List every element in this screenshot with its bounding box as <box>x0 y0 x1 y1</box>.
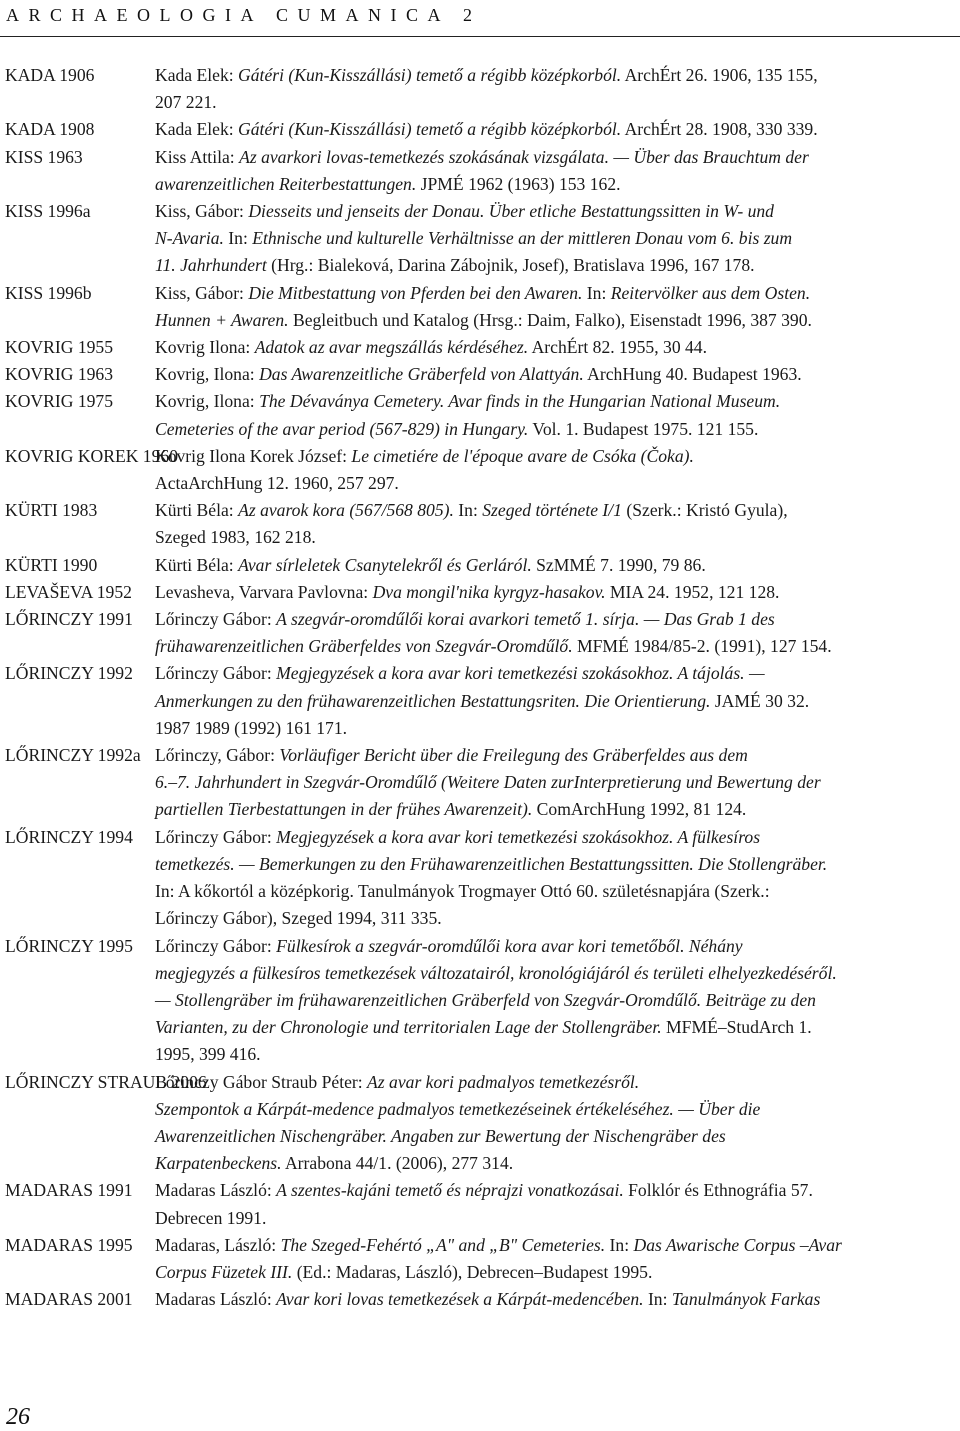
reference-text-line: Kovrig Ilona: Adatok az avar megszállás kérdéséhez. ArchÉrt 82. 1955, 30 44. <box>155 337 708 358</box>
reference-text-line: Kürti Béla: Az avarok kora (567/568 805). In: Szeged története I/1 (Szerk.: Kristó Gyula), <box>155 500 788 521</box>
reference-key: MADARAS 2001 <box>5 1289 133 1310</box>
reference-text-line: Madaras László: Avar kori lovas temetkezések a Kárpát-medencében. In: Tanulmányok Farkas <box>155 1289 821 1310</box>
reference-entry <box>0 1069 960 1178</box>
reference-text-line: 207 221. <box>155 92 217 113</box>
reference-text-line: Madaras, László: The Szeged-Fehértó „A" and „B" Cemeteries. In: Das Awarische Corpus –Avar <box>155 1234 842 1255</box>
reference-text-line: Lőrinczy, Gábor: Vorläufiger Bericht über die Freilegung des Gräberfeldes aus dem <box>155 745 748 766</box>
reference-entry <box>0 361 960 388</box>
reference-entry <box>0 824 960 933</box>
reference-entry <box>0 1286 960 1313</box>
reference-entry <box>0 552 960 579</box>
reference-entry <box>0 144 960 198</box>
reference-entry <box>0 280 960 334</box>
reference-key: KÜRTI 1983 <box>5 500 98 521</box>
reference-key: KOVRIG 1975 <box>5 391 114 412</box>
reference-text-line: Cemeteries of the avar period (567-829) in Hungary. Vol. 1. Budapest 1975. 121 155. <box>155 418 759 439</box>
reference-key: KADA 1908 <box>5 119 95 140</box>
reference-key: LŐRINCZY STRAUB 2006 <box>5 1071 207 1092</box>
reference-text-line: Debrecen 1991. <box>155 1207 267 1228</box>
reference-key: KISS 1996a <box>5 201 91 222</box>
reference-text-line: Kovrig, Ilona: Das Awarenzeitliche Gräberfeld von Alattyán. ArchHung 40. Budapest 1963. <box>155 364 802 385</box>
reference-entry <box>0 579 960 606</box>
reference-key: KOVRIG KOREK 1960 <box>5 445 178 466</box>
reference-text-line: Lőrinczy Gábor: Megjegyzések a kora avar kori temetkezési szokásokhoz. A fülkesíros <box>155 826 761 847</box>
reference-text-line: Corpus Füzetek III. (Ed.: Madaras, László), Debrecen–Budapest 1995. <box>155 1261 653 1282</box>
reference-entry <box>0 606 960 660</box>
reference-key: KISS 1996b <box>5 282 92 303</box>
reference-key: KÜRTI 1990 <box>5 554 98 575</box>
reference-text-line: Lőrinczy Gábor: Fülkesírok a szegvár-oromdűlői kora avar kori temetőből. Néhány <box>155 935 743 956</box>
reference-text-line: Szempontok a Kárpát-medence padmalyos temetkezéseinek értékeléséhez. — Über die <box>155 1098 761 1119</box>
reference-key: KOVRIG 1963 <box>5 364 114 385</box>
reference-text-line: Varianten, zu der Chronologie und territorialen Lage der Stollengräber. MFMÉ–StudArch 1. <box>155 1017 812 1038</box>
reference-entry <box>0 933 960 1069</box>
reference-text-line: awarenzeitlichen Reiterbestattungen. JPMÉ 1962 (1963) 153 162. <box>155 173 621 194</box>
reference-text-line: Lőrinczy Gábor), Szeged 1994, 311 335. <box>155 908 442 929</box>
reference-key: KADA 1906 <box>5 65 95 85</box>
reference-text-line: Kiss, Gábor: Diesseits und jenseits der Donau. Über etliche Bestattungssitten in W- und <box>155 201 774 222</box>
reference-key: LŐRINCZY 1992a <box>5 745 141 766</box>
reference-text-line: ActaArchHung 12. 1960, 257 297. <box>155 473 399 494</box>
reference-key: LŐRINCZY 1994 <box>5 826 133 847</box>
reference-key: KOVRIG 1955 <box>5 337 114 358</box>
reference-entry <box>0 742 960 824</box>
reference-text-line: Kiss, Gábor: Die Mitbestattung von Pferden bei den Awaren. In: Reitervölker aus dem Osten. <box>155 282 811 303</box>
page-number: 26 <box>6 1404 30 1430</box>
reference-entry <box>0 116 960 143</box>
reference-text-line: megjegyzés a fülkesíros temetkezések változatairól, kronológiájáról és területi elhelyezkedéséről. <box>155 962 837 983</box>
reference-text-line: Lőrinczy Gábor: A szegvár-oromdűlői korai avarkori temető 1. sírja. — Das Grab 1 des <box>155 609 775 630</box>
reference-text-line: — Stollengräber im frühawarenzeitlichen Gräberfeld von Szegvár-Oromdűlő. Beiträge zu den <box>155 989 816 1010</box>
reference-text-line: Kada Elek: Gátéri (Kun-Kisszállási) temető a régibb középkorból. ArchÉrt 26. 1906, 135 155, <box>155 65 818 85</box>
reference-key: LŐRINCZY 1992 <box>5 663 133 684</box>
reference-entry <box>0 443 960 497</box>
reference-text-line: 6.–7. Jahrhundert in Szegvár-Oromdűlő (Weitere Daten zurInterpretierung und Bewertung der <box>155 772 821 793</box>
reference-text-line: Kada Elek: Gátéri (Kun-Kisszállási) temető a régibb középkorból. ArchÉrt 28. 1908, 330 339. <box>155 119 818 140</box>
reference-text-line: 11. Jahrhundert (Hrg.: Bialeková, Darina Zábojnik, Josef), Bratislava 1996, 167 178. <box>155 255 755 276</box>
reference-text-line: In: A kőkortól a középkorig. Tanulmányok Trogmayer Ottó 60. születésnapjára (Szerk.: <box>155 881 770 902</box>
reference-entry <box>0 334 960 361</box>
reference-key: MADARAS 1995 <box>5 1234 133 1255</box>
reference-text-line: frühawarenzeitlichen Gräberfeldes von Szegvár-Oromdűlő. MFMÉ 1984/85-2. (1991), 127 154. <box>155 636 832 657</box>
reference-text-line: Levasheva, Varvara Pavlovna: Dva mongil'nika kyrgyz-hasakov. MIA 24. 1952, 121 128. <box>155 581 780 602</box>
reference-key: KISS 1963 <box>5 146 83 167</box>
running-head <box>0 0 960 37</box>
reference-text-line: Madaras László: A szentes-kajáni temető és néprajzi vonatkozásai. Folklór és Ethnográfia 57. <box>155 1180 813 1201</box>
reference-key: MADARAS 1991 <box>5 1180 133 1201</box>
reference-text-line: Kovrig Ilona Korek József: Le cimetiére de l'époque avare de Csóka (Čoka). <box>155 445 694 466</box>
reference-text-line: temetkezés. — Bemerkungen zu den Frühawarenzeitlichen Bestattungssitten. Die Stollengräber. <box>155 853 828 874</box>
reference-text-line: 1987 1989 (1992) 161 171. <box>155 717 348 738</box>
reference-entry <box>0 1177 960 1231</box>
reference-list <box>0 62 960 1313</box>
reference-entry <box>0 198 960 280</box>
reference-key: LŐRINCZY 1995 <box>5 935 133 956</box>
reference-text-line: Lőrinczy Gábor Straub Péter: Az avar kori padmalyos temetkezésről. <box>155 1071 640 1092</box>
reference-text-line: Karpatenbeckens. Arrabona 44/1. (2006), 277 314. <box>155 1153 514 1174</box>
reference-text-line: Kiss Attila: Az avarkori lovas-temetkezés szokásának vizsgálata. — Über das Brauchtum der <box>155 146 809 167</box>
reference-key: LEVAŠEVA 1952 <box>5 581 132 602</box>
reference-text-line: Hunnen + Awaren. Begleitbuch und Katalog (Hrsg.: Daim, Falko), Eisenstadt 1996, 387 390. <box>155 309 812 330</box>
reference-entry <box>0 660 960 742</box>
reference-key: LŐRINCZY 1991 <box>5 609 133 630</box>
reference-entry <box>0 1232 960 1286</box>
reference-text-line: Anmerkungen zu den frühawarenzeitlichen Bestattungsriten. Die Orientierung. JAMÉ 30 32. <box>155 690 810 711</box>
reference-text-line: N-Avaria. In: Ethnische und kulturelle Verhältnisse an der mittleren Donau vom 6. bis zum <box>155 228 793 249</box>
reference-entry <box>0 497 960 551</box>
reference-entry <box>0 388 960 442</box>
running-title: ARCHAEOLOGIA CUMANICA 2 <box>6 5 482 25</box>
reference-text-line: Szeged 1983, 162 218. <box>155 527 316 548</box>
reference-text-line: 1995, 399 416. <box>155 1044 261 1065</box>
reference-text-line: partiellen Tierbestattungen in der frühes Awarenzeit). ComArchHung 1992, 81 124. <box>155 799 747 820</box>
reference-text-line: Kürti Béla: Avar sírleletek Csanytelekről és Gerláról. SzMMÉ 7. 1990, 79 86. <box>155 554 706 575</box>
reference-text-line: Lőrinczy Gábor: Megjegyzések a kora avar kori temetkezési szokásokhoz. A tájolás. — <box>155 663 765 684</box>
reference-text-line: Kovrig, Ilona: The Dévaványa Cemetery. Avar finds in the Hungarian National Museum. <box>155 391 781 412</box>
reference-text-line: Awarenzeitlichen Nischengräber. Angaben zur Bewertung der Nischengräber des <box>155 1125 726 1146</box>
reference-entry <box>0 62 960 116</box>
